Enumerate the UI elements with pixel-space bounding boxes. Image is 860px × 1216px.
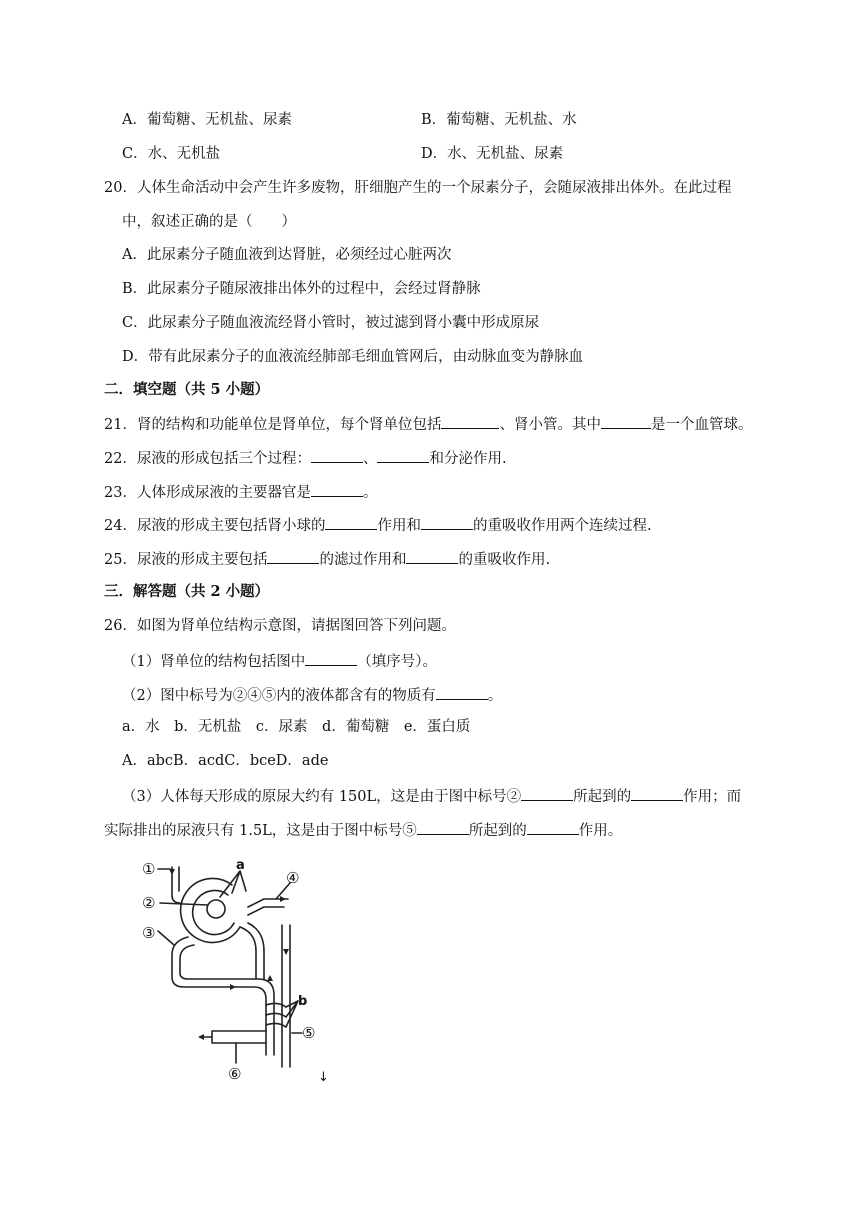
q24-blank-1 (325, 514, 377, 530)
efferent-arteriole-inner (248, 907, 284, 915)
glomerulus (207, 900, 225, 918)
q22-blank-2 (377, 447, 429, 463)
q21-text-a: 21．肾的结构和功能单位是肾单位，每个肾单位包括 (104, 417, 442, 433)
renal-vein (212, 1031, 266, 1043)
q26-part3-blank-4 (527, 819, 579, 835)
q26-part2-text-b: 。 (487, 688, 503, 704)
q26-part3-blank-1 (521, 785, 573, 801)
q26-stem: 26．如图为肾单位结构示意图，请据图回答下列问题。 (104, 618, 456, 634)
q24-blank-2 (421, 514, 473, 530)
q26-part2-blank (436, 684, 488, 700)
arrow-right-4 (280, 896, 286, 902)
q25 (104, 548, 550, 570)
diagram-label-1: ① (142, 860, 156, 878)
peritubular-capillaries (266, 1003, 286, 1027)
q24-text-a: 24．尿液的形成主要包括肾小球的 (104, 518, 326, 534)
q24 (104, 514, 652, 536)
renal-tubule-outer (172, 937, 266, 1055)
label-a-leader (220, 871, 246, 897)
arrow-right-tubule (230, 984, 236, 990)
q20-stem-line2: 中，叙述正确的是（ ） (122, 214, 296, 230)
q21 (104, 413, 752, 435)
q21-text-b: 、肾小管。其中 (499, 417, 601, 433)
q19-option-d: D．水、无机盐、尿素 (421, 146, 564, 162)
diagram-label-a: a (236, 858, 245, 873)
q25-blank-1 (267, 548, 319, 564)
q23-text-a: 23．人体形成尿液的主要器官是 (104, 485, 311, 501)
label-3-leader (158, 931, 174, 945)
q26-part1-blank (305, 650, 357, 666)
q21-blank-2 (601, 413, 651, 429)
q26-part2 (122, 684, 502, 706)
q26-part3-text-d: 实际排出的尿液只有 1.5L，这是由于图中标号⑤ (104, 823, 417, 839)
q20-option-d: D．带有此尿素分子的血液流经肺部毛细血管网后，由动脉血变为静脉血 (122, 349, 584, 365)
q26-part3-text-c: 作用；而 (683, 789, 742, 805)
q19-option-a: A．葡萄糖、无机盐、尿素 (122, 112, 292, 128)
diagram-mark: ↓ (318, 1070, 329, 1085)
q26-part3-text-b: 所起到的 (573, 789, 632, 805)
q20-option-a: A．此尿素分子随血液到达肾脏，必须经过心脏两次 (122, 247, 452, 263)
section-3-title: 三．解答题（共 2 小题） (104, 583, 270, 600)
q26-part2-options: A．abcB．acdC．bceD．ade (122, 753, 329, 769)
bowman-capsule-outer (181, 878, 240, 942)
nephron-diagram (136, 855, 336, 1085)
label-2-leader (160, 903, 208, 905)
q26-part1-text-b: （填序号）。 (357, 654, 437, 670)
renal-tubule-inner (180, 945, 274, 1055)
q23 (104, 481, 377, 503)
q20-option-b: B．此尿素分子随尿液排出体外的过程中，会经过肾静脉 (122, 281, 481, 297)
q26-part3-line1 (122, 785, 741, 807)
q25-text-b: 的滤过作用和 (319, 552, 407, 568)
arrow-down-duct (283, 949, 289, 955)
arrow-down-1 (169, 869, 175, 875)
q24-text-b: 作用和 (377, 518, 421, 534)
q26-part1 (122, 650, 437, 672)
q21-text-c: 是一个血管球。 (650, 417, 753, 433)
q26-part1-text-a: （1）肾单位的结构包括图中 (122, 654, 306, 670)
bowman-capsule-inner (193, 890, 234, 934)
diagram-label-6: ⑥ (228, 1065, 242, 1083)
diagram-label-3: ③ (142, 924, 156, 942)
q20-option-c: C．此尿素分子随血液流经肾小管时，被过滤到肾小囊中形成原尿 (122, 315, 540, 331)
section-2-title: 二．填空题（共 5 小题） (104, 381, 270, 398)
q22-text-c: 和分泌作用. (429, 451, 507, 467)
q23-blank-1 (311, 481, 363, 497)
q22 (104, 447, 507, 469)
arrow-up-tubule (267, 975, 273, 981)
q24-text-c: 的重吸收作用两个连续过程. (472, 518, 652, 534)
q26-part3-text-e: 所起到的 (468, 823, 527, 839)
q26-part3-blank-3 (417, 819, 469, 835)
diagram-label-b: b (298, 994, 308, 1009)
q26-part3-blank-2 (631, 785, 683, 801)
diagram-label-4: ④ (286, 869, 300, 887)
q26-part3-text-f: 作用。 (578, 823, 623, 839)
diagram-label-2: ② (142, 894, 156, 912)
q26-part3-line2 (104, 819, 622, 841)
q25-text-c: 的重吸收作用. (458, 552, 551, 568)
q26-part2-text-a: （2）图中标号为②④⑤内的液体都含有的物质有 (122, 688, 436, 704)
q26-part2-items: a．水 b．无机盐 c．尿素 d．葡萄糖 e．蛋白质 (122, 719, 471, 735)
q22-text-a: 22．尿液的形成包括三个过程： (104, 451, 311, 467)
q19-option-c: C．水、无机盐 (122, 146, 221, 162)
diagram-label-5: ⑤ (302, 1024, 316, 1042)
q19-option-b: B．葡萄糖、无机盐、水 (421, 112, 577, 128)
label-b-leader (286, 1001, 298, 1027)
q23-text-b: 。 (362, 485, 378, 501)
arrow-left-vein (198, 1034, 204, 1040)
q20-stem-line1: 20．人体生命活动中会产生许多废物，肝细胞产生的一个尿素分子，会随尿液排出体外。在此过程 (104, 180, 732, 196)
q21-blank-1 (441, 413, 499, 429)
q25-text-a: 25．尿液的形成主要包括 (104, 552, 268, 568)
tubule-ascending (240, 927, 256, 979)
q25-blank-2 (406, 548, 458, 564)
q22-text-b: 、 (362, 451, 378, 467)
q26-part3-text-a: （3）人体每天形成的原尿大约有 150L，这是由于图中标号② (122, 789, 522, 805)
q22-blank-1 (311, 447, 363, 463)
